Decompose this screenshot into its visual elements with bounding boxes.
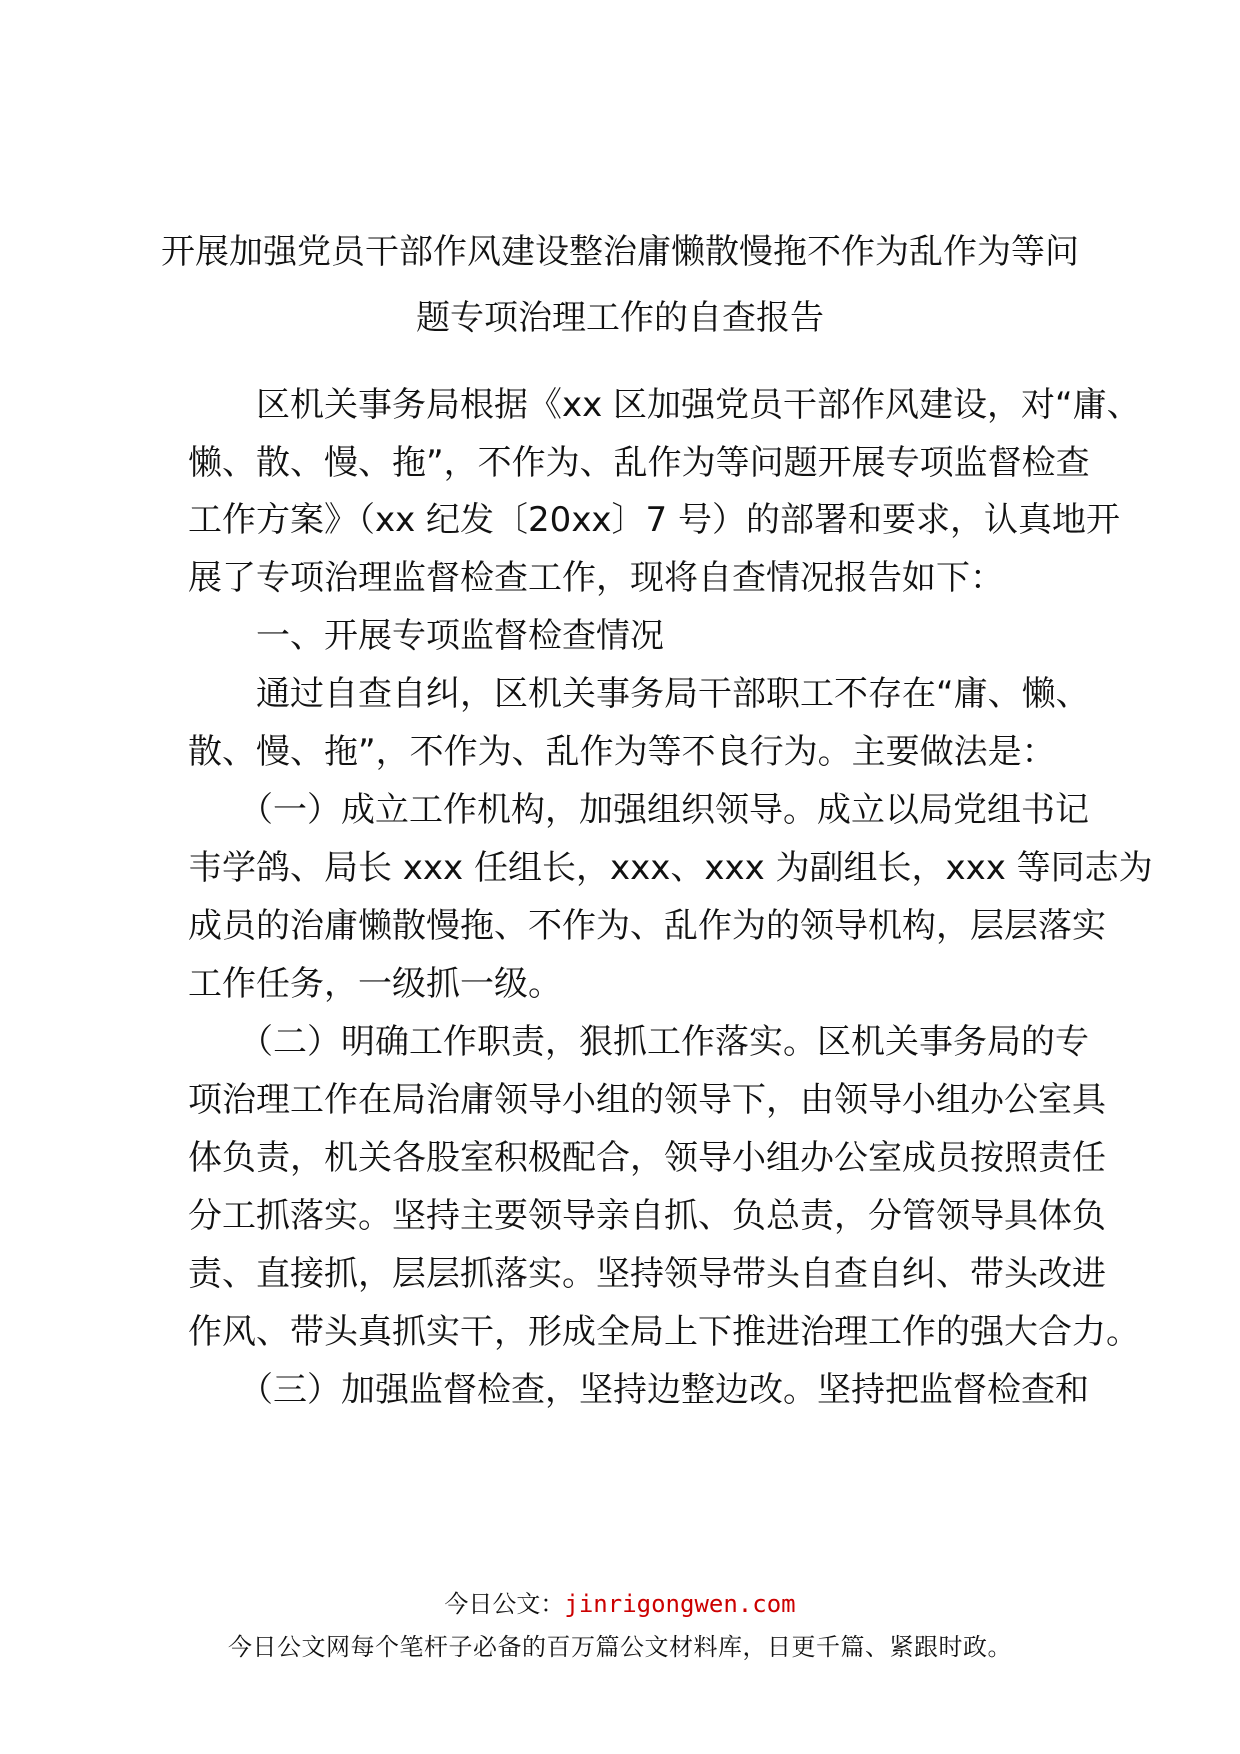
body-line: 展了专项治理监督检查工作，现将自查情况报告如下： (188, 558, 1004, 598)
footer-site-link[interactable]: jinrigongwen.com (564, 1590, 796, 1618)
body-line: （二）明确工作职责，狠抓工作落实。区机关事务局的专 (188, 1022, 1089, 1062)
footer-slogan: 今日公文网每个笔杆子必备的百万篇公文材料库，日更千篇、紧跟时政。 (228, 1633, 1012, 1661)
body-line: （三）加强监督检查，坚持边整边改。坚持把监督检查和 (188, 1370, 1089, 1410)
body-line: 项治理工作在局治庸领导小组的领导下，由领导小组办公室具 (188, 1080, 1106, 1120)
body-line: 作风、带头真抓实干，形成全局上下推进治理工作的强大合力。 (188, 1312, 1140, 1352)
body-line: 懒、散、慢、拖”，不作为、乱作为等问题开展专项监督检查 (188, 443, 1090, 483)
body-line: 散、慢、拖”，不作为、乱作为等不良行为。主要做法是： (188, 732, 1056, 772)
body-line: 韦学鸽、局长 xxx 任组长，xxx、xxx 为副组长，xxx 等同志为 (188, 848, 1153, 888)
body-line: 工作任务，一级抓一级。 (188, 964, 562, 1004)
body-line: 责、直接抓，层层抓落实。坚持领导带头自查自纠、带头改进 (188, 1254, 1106, 1294)
footer-site-label: 今日公文： (444, 1590, 565, 1618)
body-line: 体负责，机关各股室积极配合，领导小组办公室成员按照责任 (188, 1138, 1106, 1178)
document-title-line-2: 题专项治理工作的自查报告 (416, 298, 824, 338)
body-line: 成员的治庸懒散慢拖、不作为、乱作为的领导机构，层层落实 (188, 906, 1106, 946)
document-title-line-1: 开展加强党员干部作风建设整治庸懒散慢拖不作为乱作为等问 (161, 232, 1079, 272)
body-line: 区机关事务局根据《xx 区加强党员干部作风建设，对“庸、 (188, 385, 1141, 425)
footer-site (0, 1589, 1240, 1619)
section-heading: 一、开展专项监督检查情况 (188, 616, 664, 656)
body-line: 工作方案》（xx 纪发〔20xx〕7 号）的部署和要求，认真地开 (188, 500, 1120, 540)
body-line: （一）成立工作机构，加强组织领导。成立以局党组书记 (188, 790, 1089, 830)
body-line: 分工抓落实。坚持主要领导亲自抓、负总责，分管领导具体负 (188, 1196, 1106, 1236)
body-line: 通过自查自纠，区机关事务局干部职工不存在“庸、懒、 (188, 674, 1090, 714)
